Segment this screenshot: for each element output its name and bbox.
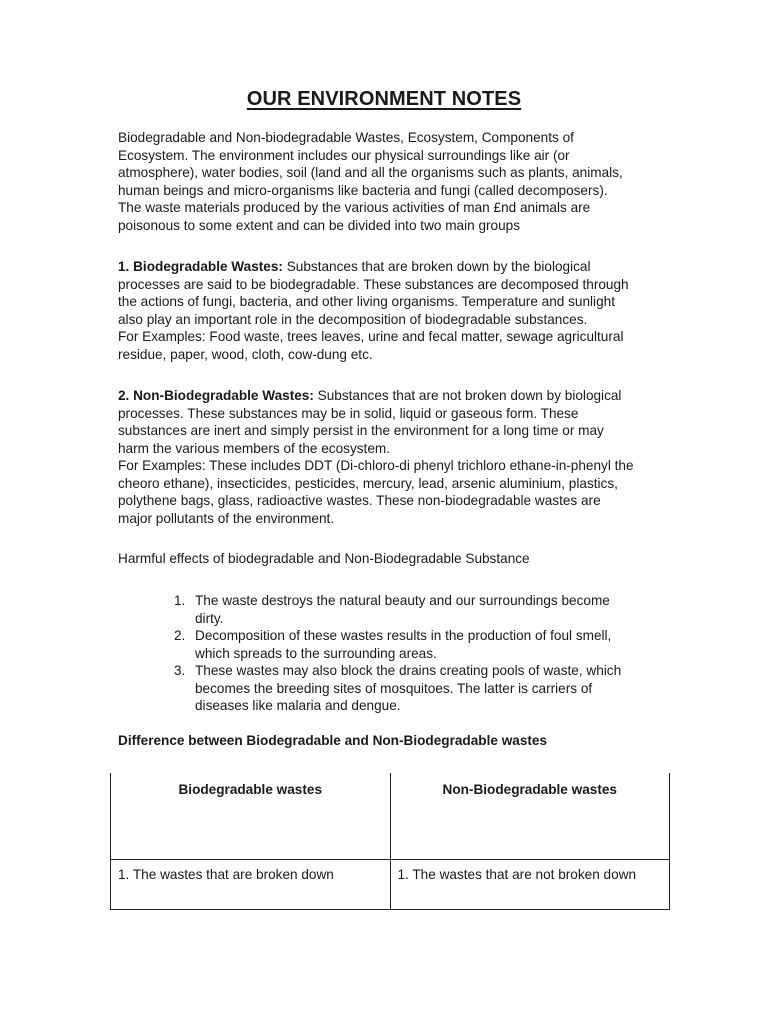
biodegradable-first-line-text: Substances that are broken down by the biological: [282, 259, 591, 274]
non-biodegradable-line: substances are inert and simply persist in the environment for a long time or may: [118, 423, 604, 438]
difference-table: [110, 773, 670, 910]
biodegradable-first-line: [118, 258, 658, 276]
list-item-line: These wastes may also block the drains creating pools of waste, which: [195, 663, 622, 678]
non-biodegradable-paragraph: [118, 387, 658, 527]
list-item-line: which spreads to the surrounding areas.: [195, 645, 437, 661]
intro-paragraph: [118, 129, 658, 234]
intro-line: poisonous to some extent and can be divided into two main groups: [118, 217, 521, 233]
list-item-line: The waste destroys the natural beauty and our surroundings become: [195, 593, 610, 608]
non-biodegradable-first-line-text: Substances that are not broken down by biological: [313, 388, 622, 403]
biodegradable-line: also play an important role in the decomposition of biodegradable substances.: [118, 311, 588, 327]
list-item-number: 1.: [174, 593, 186, 608]
table-header-biodegradable: Biodegradable wastes: [111, 773, 391, 859]
non-biodegradable-line: For Examples: These includes DDT (Di-chloro-di phenyl trichloro ethane-in-phenyl the: [118, 458, 634, 473]
difference-heading: Difference between Biodegradable and Non-Biodegradable wastes: [118, 733, 548, 748]
intro-line: Biodegradable and Non-biodegradable Wastes, Ecosystem, Components of: [118, 130, 574, 145]
list-item-line: dirty.: [195, 610, 224, 626]
biodegradable-line: residue, paper, wood, cloth, cow-dung etc.: [118, 346, 373, 362]
biodegradable-heading: 1. Biodegradable Wastes:: [118, 259, 283, 274]
intro-line: atmosphere), water bodies, soil (land and all the organisms such as plants, animals,: [118, 165, 623, 180]
table-cell: 1. The wastes that are broken down: [111, 859, 391, 909]
list-item: [174, 627, 644, 662]
biodegradable-paragraph: [118, 258, 658, 363]
list-item: [174, 592, 644, 627]
table-header-non-biodegradable: Non-Biodegradable wastes: [390, 773, 670, 859]
harmful-effects-heading: Harmful effects of biodegradable and Non-Biodegradable Substance: [118, 551, 530, 566]
non-biodegradable-line: cheoro ethane), insecticides, pesticides, mercury, lead, arsenic aluminium, plastics,: [118, 475, 618, 491]
biodegradable-line: For Examples: Food waste, trees leaves, urine and fecal matter, sewage agricultural: [118, 329, 624, 344]
non-biodegradable-line: major pollutants of the environment.: [118, 510, 335, 526]
non-biodegradable-heading: 2. Non-Biodegradable Wastes:: [118, 388, 314, 403]
non-biodegradable-line: harm the various members of the ecosystem.: [118, 440, 390, 456]
table-header-row: [111, 773, 670, 859]
non-biodegradable-first-line: [118, 387, 658, 405]
non-biodegradable-line: polythene bags, glass, radioactive wastes. These non-biodegradable wastes are: [118, 493, 601, 508]
page-title: OUR ENVIRONMENT NOTES: [246, 88, 522, 110]
list-item-line: becomes the breeding sites of mosquitoes. The latter is carriers of: [195, 680, 593, 696]
list-item: [174, 662, 644, 715]
list-item-line: diseases like malaria and dengue.: [195, 698, 401, 713]
intro-line: Ecosystem. The environment includes our physical surroundings like air (or: [118, 147, 570, 163]
intro-line: human beings and micro-organisms like bacteria and fungi (called decomposers).: [118, 182, 608, 198]
table-cell: 1. The wastes that are not broken down: [390, 859, 670, 909]
non-biodegradable-line: processes. These substances may be in solid, liquid or gaseous form. These: [118, 405, 579, 421]
biodegradable-line: the actions of fungi, bacteria, and other living organisms. Temperature and sunlight: [118, 294, 615, 309]
table-row: [111, 859, 670, 909]
list-item-line: Decomposition of these wastes results in the production of foul smell,: [195, 628, 612, 643]
intro-line: The waste materials produced by the various activities of man £nd animals are: [118, 200, 591, 215]
list-item-number: 3.: [174, 663, 186, 678]
biodegradable-line: processes are said to be biodegradable. These substances are decomposed through: [118, 276, 629, 292]
harmful-effects-list: [174, 592, 644, 715]
list-item-number: 2.: [174, 628, 186, 643]
